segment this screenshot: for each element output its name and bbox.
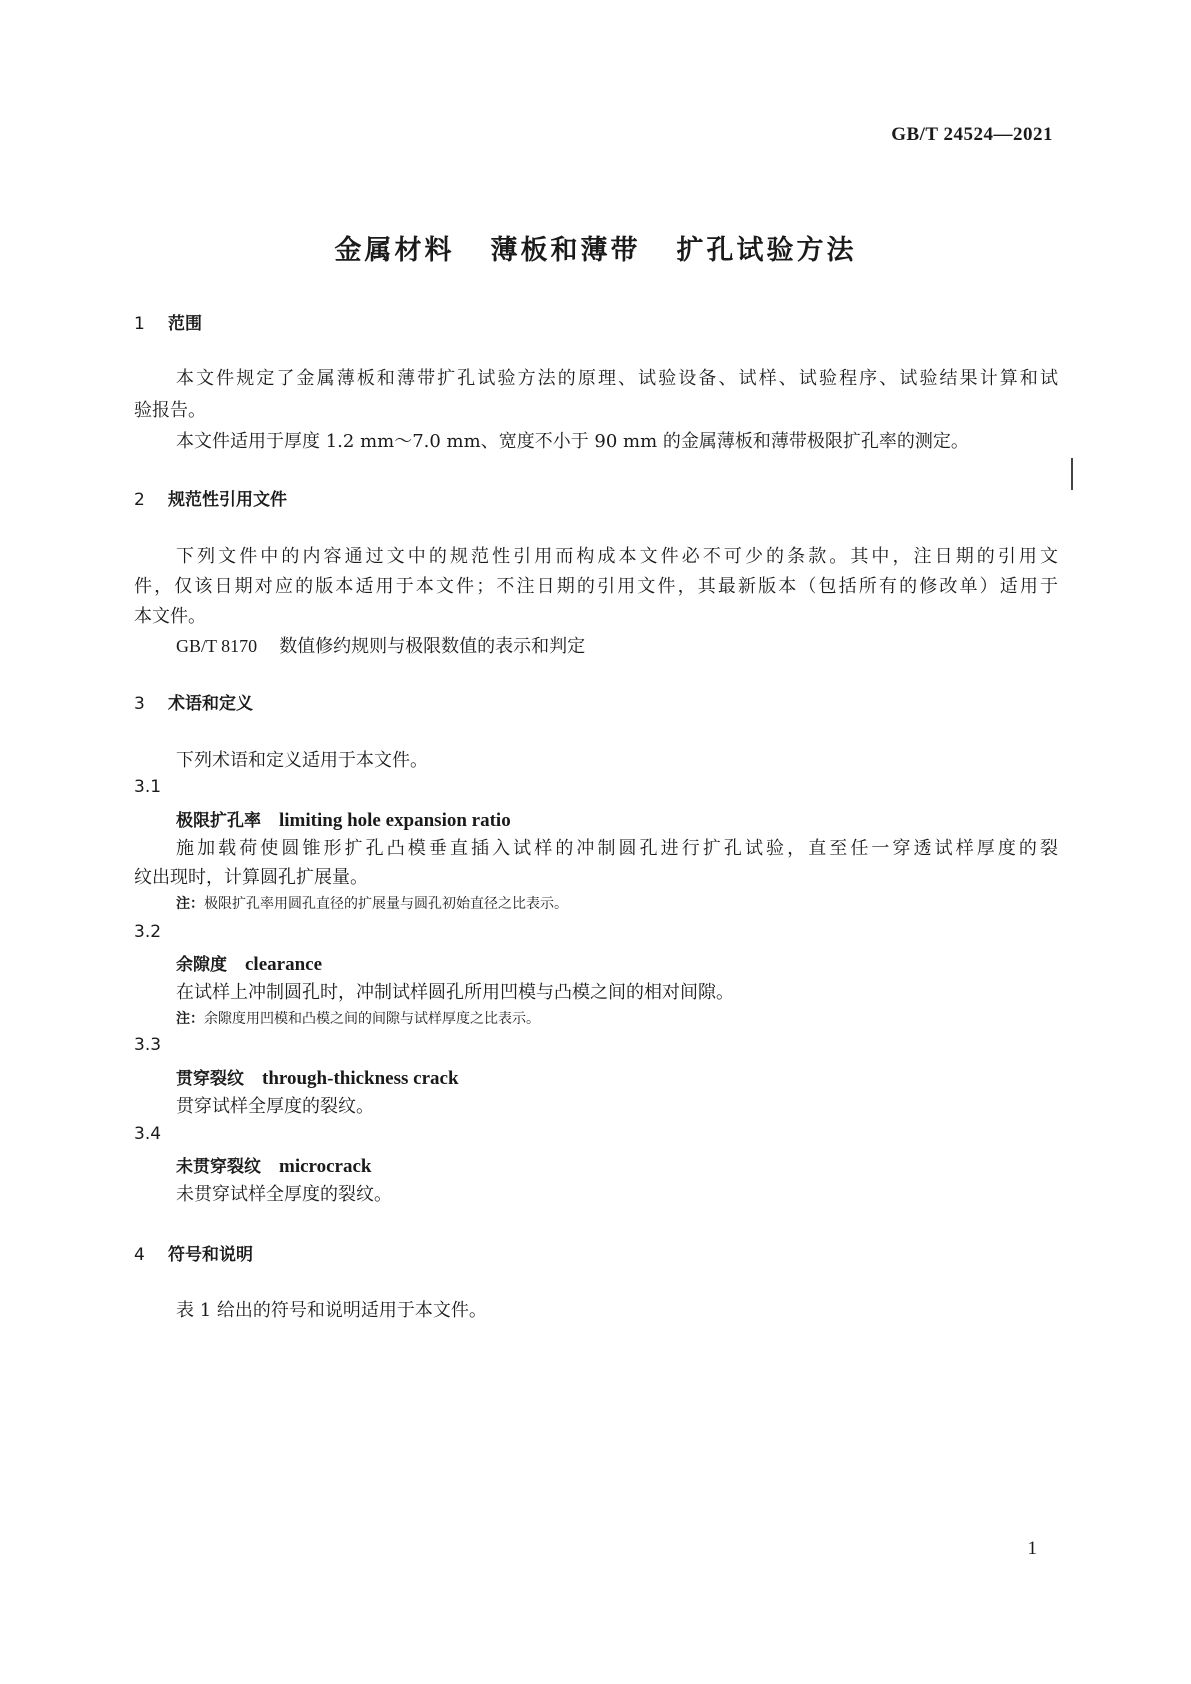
section-4-heading [134,1240,253,1265]
term-3-1-definition-line-2: 纹出现时，计算圆孔扩展量。 [134,867,368,888]
note-label: 注： [176,896,204,912]
term-3-3-definition: 贯穿试样全厚度的裂纹。 [176,1096,374,1117]
term-3-2-heading [176,950,322,976]
section-2-heading [134,485,287,510]
term-3-2-note [176,1008,540,1028]
term-3-1-note [176,893,568,913]
term-en: limiting hole expansion ratio [279,810,511,831]
term-3-1-definition-line-1: 施加载荷使圆锥形扩孔凸模垂直插入试样的冲制圆孔进行扩孔试验，直至任一穿透试样厚度的裂 [176,838,1058,859]
term-3-4-heading [176,1152,372,1178]
section-1-paragraph-2: 本文件适用于厚度 1.2 mm～7.0 mm、宽度不小于 90 mm 的金属薄板和薄带极限扩孔率的测定。 [176,431,969,452]
term-3-3-heading [176,1064,459,1090]
term-en: through-thickness crack [262,1068,459,1089]
term-3-2-number: 3.2 [134,922,162,942]
section-2-paragraph-line-2: 件，仅该日期对应的版本适用于本文件；不注日期的引用文件，其最新版本（包括所有的修改单）适用于 [134,576,1058,597]
section-1-paragraph-1-line-1: 本文件规定了金属薄板和薄带扩孔试验方法的原理、试验设备、试样、试验程序、试验结果计算和试 [176,368,1058,389]
term-en: microcrack [279,1156,372,1177]
section-number: 4 [134,1245,145,1265]
term-zh: 贯穿裂纹 [176,1069,244,1089]
note-label: 注： [176,1011,204,1027]
term-zh: 余隙度 [176,955,227,975]
term-3-3-number: 3.3 [134,1035,162,1055]
section-3-heading [134,689,253,714]
normative-reference [176,632,585,658]
section-2-paragraph-line-3: 本文件。 [134,606,206,627]
term-zh: 极限扩孔率 [176,811,261,831]
section-title: 规范性引用文件 [168,490,287,510]
section-3-intro: 下列术语和定义适用于本文件。 [176,750,428,771]
section-4-paragraph: 表 1 给出的符号和说明适用于本文件。 [176,1300,487,1321]
term-zh: 未贯穿裂纹 [176,1157,261,1177]
standard-number: GB/T 24524—2021 [891,124,1053,145]
term-3-2-definition: 在试样上冲制圆孔时，冲制试样圆孔所用凹模与凸模之间的相对间隙。 [176,982,734,1003]
reference-title: 数值修约规则与极限数值的表示和判定 [279,636,586,657]
section-1-heading [134,309,202,334]
reference-code: GB/T 8170 [176,636,258,656]
title-part-3: 扩孔试验方法 [676,235,857,266]
term-3-4-number: 3.4 [134,1124,162,1144]
section-title: 术语和定义 [168,694,253,714]
term-en: clearance [245,954,323,975]
section-1-paragraph-1-line-2: 验报告。 [134,400,206,421]
section-2-paragraph-line-1: 下列文件中的内容通过文中的规范性引用而构成本文件必不可少的条款。其中，注日期的引用文 [176,546,1058,567]
section-number: 1 [134,314,145,334]
revision-bar [1071,458,1073,490]
section-title: 符号和说明 [168,1245,253,1265]
note-text: 极限扩孔率用圆孔直径的扩展量与圆孔初始直径之比表示。 [204,896,568,912]
section-number: 2 [134,490,145,510]
note-text: 余隙度用凹模和凸模之间的间隙与试样厚度之比表示。 [204,1011,540,1027]
title-part-2: 薄板和薄带 [490,235,641,266]
page-number: 1 [1027,1538,1037,1559]
section-number: 3 [134,694,145,714]
title-part-1: 金属材料 [334,235,455,266]
term-3-4-definition: 未贯穿试样全厚度的裂纹。 [176,1184,392,1205]
section-title: 范围 [168,314,202,334]
term-3-1-heading [176,806,511,832]
document-title [0,228,1191,267]
term-3-1-number: 3.1 [134,777,162,797]
